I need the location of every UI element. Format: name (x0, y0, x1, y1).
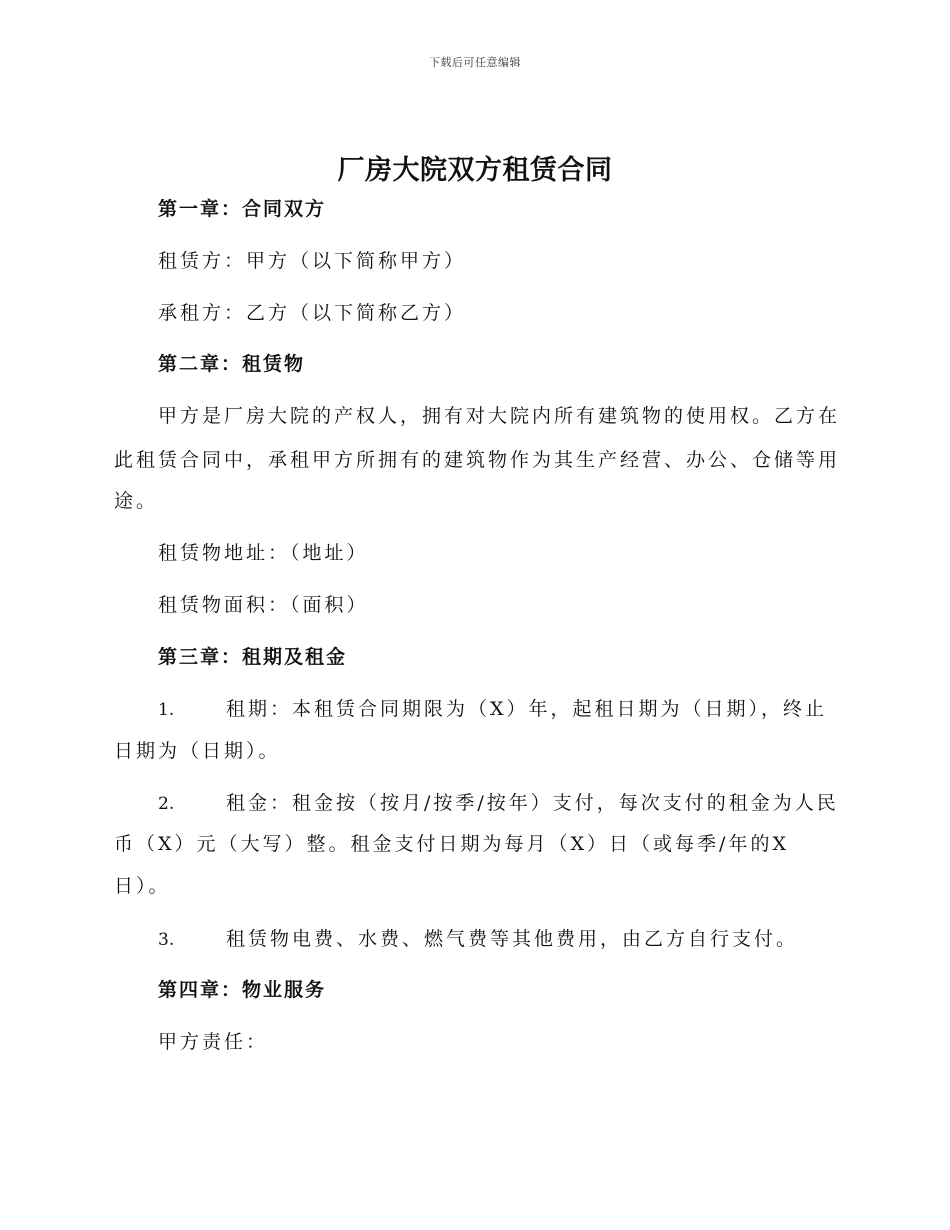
list-item-line: 币（X）元（大写）整。租金支付日期为每月（X）日（或每季/年的X (114, 833, 789, 855)
chapter-2-heading: 第二章：租赁物 (158, 353, 306, 375)
list-item-line: 租期：本租赁合同期限为（X）年，起租日期为（日期），终止 (226, 698, 828, 720)
lessee-line: 承租方：乙方（以下简称乙方） (158, 302, 467, 324)
address-line: 租赁物地址：（地址） (158, 542, 369, 564)
party-a-responsibility-label: 甲方责任： (158, 1031, 269, 1053)
ch2-paragraph-line-3: 途。 (114, 490, 159, 512)
list-item-line: 日期为（日期）。 (114, 740, 281, 762)
chapter-1-heading: 第一章：合同双方 (158, 198, 327, 220)
list-item-number: 2. (158, 794, 175, 814)
list-item-line: 租金：租金按（按月/按季/按年）支付，每次支付的租金为人民 (226, 792, 839, 814)
area-line: 租赁物面积：（面积） (158, 594, 369, 616)
list-item-number: 3. (158, 930, 175, 950)
header-note: 下载后可任意编辑 (429, 56, 521, 69)
lessor-line: 租赁方：甲方（以下简称甲方） (158, 250, 467, 272)
ch2-paragraph-line-2: 此租赁合同中，承租甲方所拥有的建筑物作为其生产经营、办公、仓储等用 (114, 449, 841, 471)
list-item-line: 租赁物电费、水费、燃气费等其他费用，由乙方自行支付。 (226, 928, 799, 950)
document-title: 厂房大院双方租赁合同 (337, 155, 613, 186)
list-item-number: 1. (158, 700, 175, 720)
chapter-3-heading: 第三章：租期及租金 (158, 646, 348, 668)
chapter-4-heading: 第四章：物业服务 (158, 979, 327, 1001)
list-item-line: 日）。 (114, 875, 171, 897)
ch2-paragraph-line-1: 甲方是厂房大院的产权人，拥有对大院内所有建筑物的使用权。乙方在 (158, 405, 841, 427)
